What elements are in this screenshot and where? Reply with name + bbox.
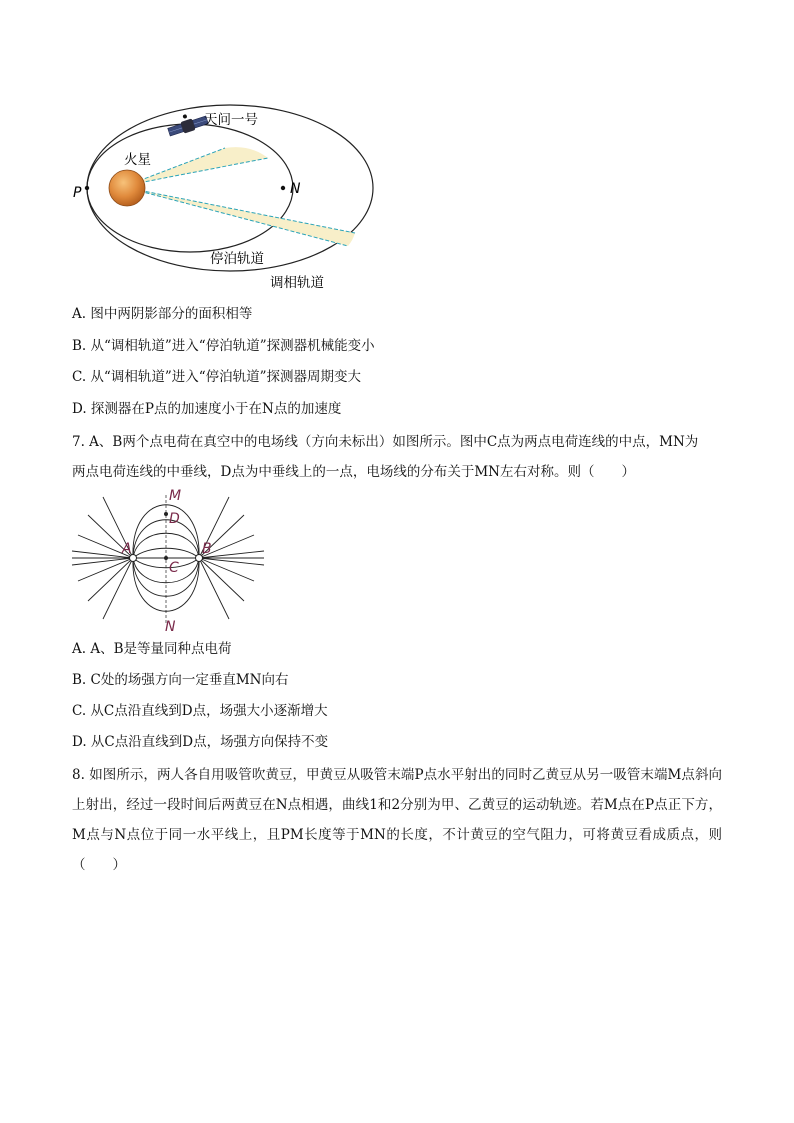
fig2-label-N: N [165,619,176,635]
label-phasing-orbit: 调相轨道 [270,275,324,291]
mars-icon [109,170,145,206]
q6-option-c: C. 从“调相轨道”进入“停泊轨道”探测器周期变大 [72,369,362,385]
fig2-label-B: B [202,541,212,557]
fig2-label-M: M [169,488,182,504]
label-N: N [290,181,301,197]
fig2-label-D: D [169,511,180,527]
fig2-label-A: A [122,541,132,557]
q7-option-c: C. 从C点沿直线到D点，场强大小逐渐增大 [72,703,328,719]
fig2-label-C: C [169,560,179,576]
orbit-figure [70,100,390,295]
q6-option-b: B. 从“调相轨道”进入“停泊轨道”探测器机械能变小 [72,338,375,354]
q6-option-a: A. 图中两阴影部分的面积相等 [72,306,253,322]
label-parking-orbit: 停泊轨道 [210,251,264,267]
shaded-area-lower [128,188,355,246]
q7-option-a: A. A、B是等量同种点电荷 [72,641,232,657]
q7-stem-line2: 两点电荷连线的中垂线，D点为中垂线上的一点，电场线的分布关于MN左右对称。则（ ） [72,464,635,480]
q6-option-d: D. 探测器在P点的加速度小于在N点的加速度 [72,401,342,417]
q7-option-b: B. C处的场强方向一定垂直MN向右 [72,672,289,688]
label-mars: 火星 [124,152,151,168]
field-lines-figure [68,485,268,635]
label-probe: 天问一号 [204,112,258,128]
label-P: P [73,185,82,201]
q8-stem: 8. 如图所示，两人各自用吸管吹黄豆，甲黄豆从吸管末端P点水平射出的同时乙黄豆从另一吸管末端M点斜向上射出，经过一段时间后两黄豆在N点相遇，曲线1和2分别为甲、乙黄豆的运动轨迹。若M点在P点正下方，M点与N点位于同一水平线上，且PM长度等于MN的长度，不计黄豆的空气阻力，可将黄豆看成质点，则（ ） [72,767,722,873]
q7-stem-line1: 7. A、B两个点电荷在真空中的电场线（方向未标出）如图所示。图中C点为两点电荷连线的中点，MN为 [72,434,699,450]
probe-icon [165,108,209,137]
q7-option-d: D. 从C点沿直线到D点，场强方向保持不变 [72,734,329,750]
